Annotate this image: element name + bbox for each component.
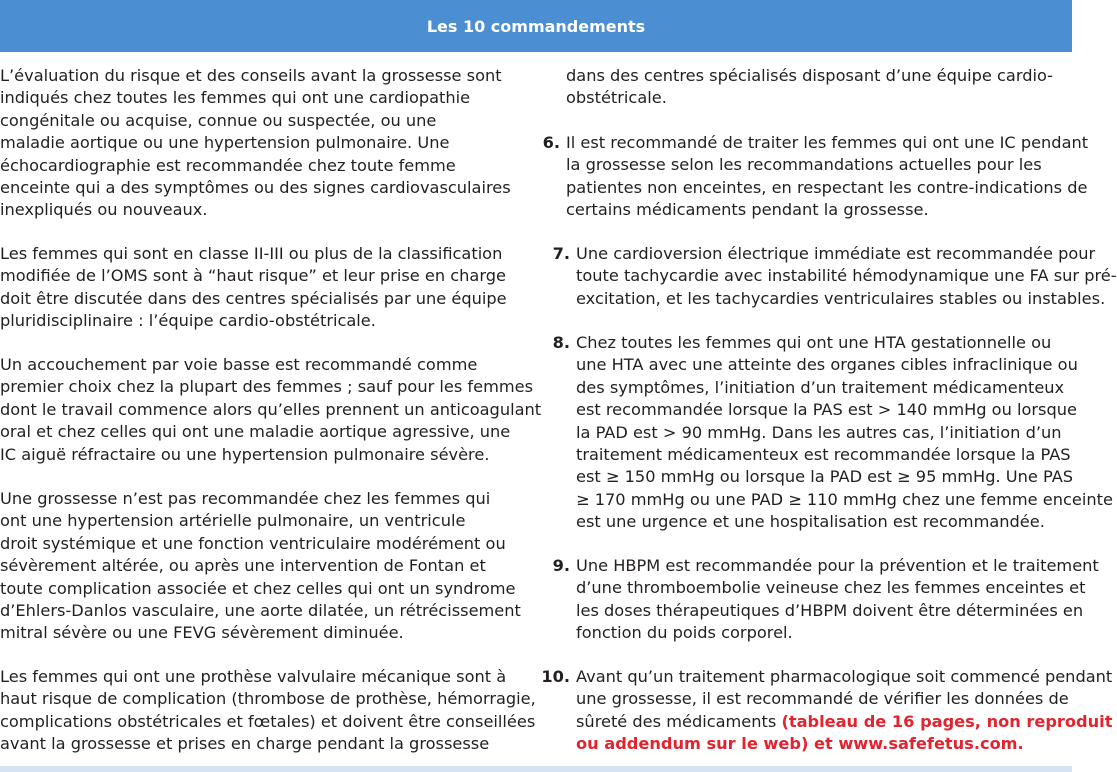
text-line: des symptômes, l’initiation d’un traitement médicamenteux: [576, 377, 1065, 397]
paragraph-4: [0, 488, 521, 645]
text-line: fonction du poids corporel.: [576, 623, 793, 643]
text-line: ont une hypertension artérielle pulmonaire, un ventricule: [0, 511, 466, 531]
text-line: toute tachycardie avec instabilité hémodynamique une FA sur pré-: [576, 266, 1117, 286]
text-line: dont le travail commence alors qu’elles prennent un anticoagulant: [0, 399, 542, 419]
section-header: [0, 0, 1072, 52]
item-number: 6.: [542, 133, 560, 152]
text-line: Les femmes qui sont en classe II-III ou plus de la classification: [0, 244, 503, 263]
text-line: certains médicaments pendant la grossesse.: [566, 200, 929, 220]
text-line: traitement médicamenteux est recommandée lorsque la PAS: [576, 445, 1071, 464]
text-line: est recommandée lorsque la PAS est > 140 mmHg ou lorsque: [576, 400, 1077, 420]
text-line: mitral sévère ou une FEVG sévèrement diminuée.: [0, 623, 404, 643]
item-number: 9.: [552, 556, 570, 575]
text-line: est une urgence et une hospitalisation est recommandée.: [576, 512, 1045, 532]
text-line: maladie aortique ou une hypertension pulmonaire. Une: [0, 133, 450, 153]
text-line: premier choix chez la plupart des femmes ; sauf pour les femmes: [0, 377, 534, 397]
text-line: Avant qu’un traitement pharmacologique soit commencé pendant: [576, 667, 1113, 686]
text-line: complications obstétricales et fœtales) et doivent être conseillées: [0, 711, 536, 731]
text-line: avant la grossesse et prises en charge pendant la grossesse: [0, 734, 490, 754]
text-line: Il est recommandé de traiter les femmes qui ont une IC pendant: [566, 133, 1089, 152]
text-line: les doses thérapeutiques d’HBPM doivent être déterminées en: [576, 600, 1084, 620]
text-line: échocardiographie est recommandée chez toute femme: [0, 155, 456, 175]
text-line: toute complication associée et chez celles qui ont un syndrome: [0, 578, 516, 598]
text-line: haut risque de complication (thrombose de prothèse, hémorragie,: [0, 689, 536, 709]
text-line: excitation, et les tachycardies ventriculaires stables ou instables.: [576, 288, 1106, 308]
text-line: modifiée de l’OMS sont à “haut risque” et leur prise en charge: [0, 266, 506, 286]
text-line: enceinte qui a des symptômes ou des signes cardiovasculaires: [0, 178, 511, 198]
text-line: L’évaluation du risque et des conseils avant la grossesse sont: [0, 66, 502, 85]
text-line: une HTA avec une atteinte des organes cibles infraclinique ou: [576, 355, 1078, 375]
text-line: la grossesse selon les recommandations actuelles pour les: [566, 155, 1042, 175]
text-line: Une grossesse n’est pas recommandée chez les femmes qui: [0, 489, 491, 508]
text-line: droit systémique et une fonction ventriculaire modérément ou: [0, 533, 506, 553]
paragraph-3: [0, 354, 541, 466]
continuation-text: [566, 65, 1053, 110]
text-line: indiqués chez toutes les femmes qui ont une cardiopathie: [0, 88, 471, 108]
bottom-rule: [0, 766, 1072, 772]
paragraph-2: [0, 243, 507, 333]
text-line: IC aiguë réfractaire ou une hypertension pulmonaire sévère.: [0, 444, 490, 464]
text-line: pluridisciplinaire : l’équipe cardio-obstétricale.: [0, 311, 376, 331]
paragraph-1: [0, 65, 511, 222]
text-segment: sûreté des médicaments: [576, 711, 782, 731]
text-line: ≥ 170 mmHg ou une PAD ≥ 110 mmHg chez une femme enceinte: [576, 489, 1113, 509]
text-line: sévèrement altérée, ou après une intervention de Fontan et: [0, 556, 486, 576]
text-line: d’une thromboembolie veineuse chez les femmes enceintes et: [576, 578, 1086, 598]
text-line: Une cardioversion électrique immédiate est recommandée pour: [576, 244, 1096, 263]
text-line: Une HBPM est recommandée pour la prévention et le traitement: [576, 556, 1099, 575]
text-line: d’Ehlers-Danlos vasculaire, une aorte dilatée, un rétrécissement: [0, 601, 521, 621]
item-number: 10.: [541, 667, 570, 686]
text-line: doit être discutée dans des centres spécialisés par une équipe: [0, 288, 507, 308]
highlight-text: (tableau de 16 pages, non reproduit: [781, 711, 1113, 731]
highlight-text: ou addendum sur le web) et www.safefetus.com.: [576, 734, 1024, 754]
text-line: congénitale ou acquise, connue ou suspectée, ou une: [0, 110, 437, 130]
text-line: dans des centres spécialisés disposant d’une équipe cardio-: [566, 66, 1054, 85]
text-line: Un accouchement par voie basse est recommandé comme: [0, 355, 478, 374]
text-line: Chez toutes les femmes qui ont une HTA gestationnelle ou: [576, 333, 1052, 352]
text-line: patientes non enceintes, en respectant les contre-indications de: [566, 177, 1088, 197]
text-line: une grossesse, il est recommandé de vérifier les données de: [576, 689, 1069, 709]
text-line: Les femmes qui ont une prothèse valvulaire mécanique sont à: [0, 667, 507, 686]
item-number: 7.: [552, 244, 570, 263]
section-title: Les 10 commandements: [426, 16, 646, 36]
text-line: obstétricale.: [566, 88, 667, 108]
text-line: inexpliqués ou nouveaux.: [0, 200, 208, 220]
text-line: est ≥ 150 mmHg ou lorsque la PAD est ≥ 95 mmHg. Une PAS: [576, 467, 1074, 487]
paragraph-5: [0, 666, 536, 756]
text-line: la PAD est > 90 mmHg. Dans les autres cas, l’initiation d’un: [576, 422, 1062, 442]
text-line: oral et chez celles qui ont une maladie aortique agressive, une: [0, 422, 511, 442]
item-number: 8.: [552, 333, 570, 352]
text-line: [576, 711, 1112, 733]
